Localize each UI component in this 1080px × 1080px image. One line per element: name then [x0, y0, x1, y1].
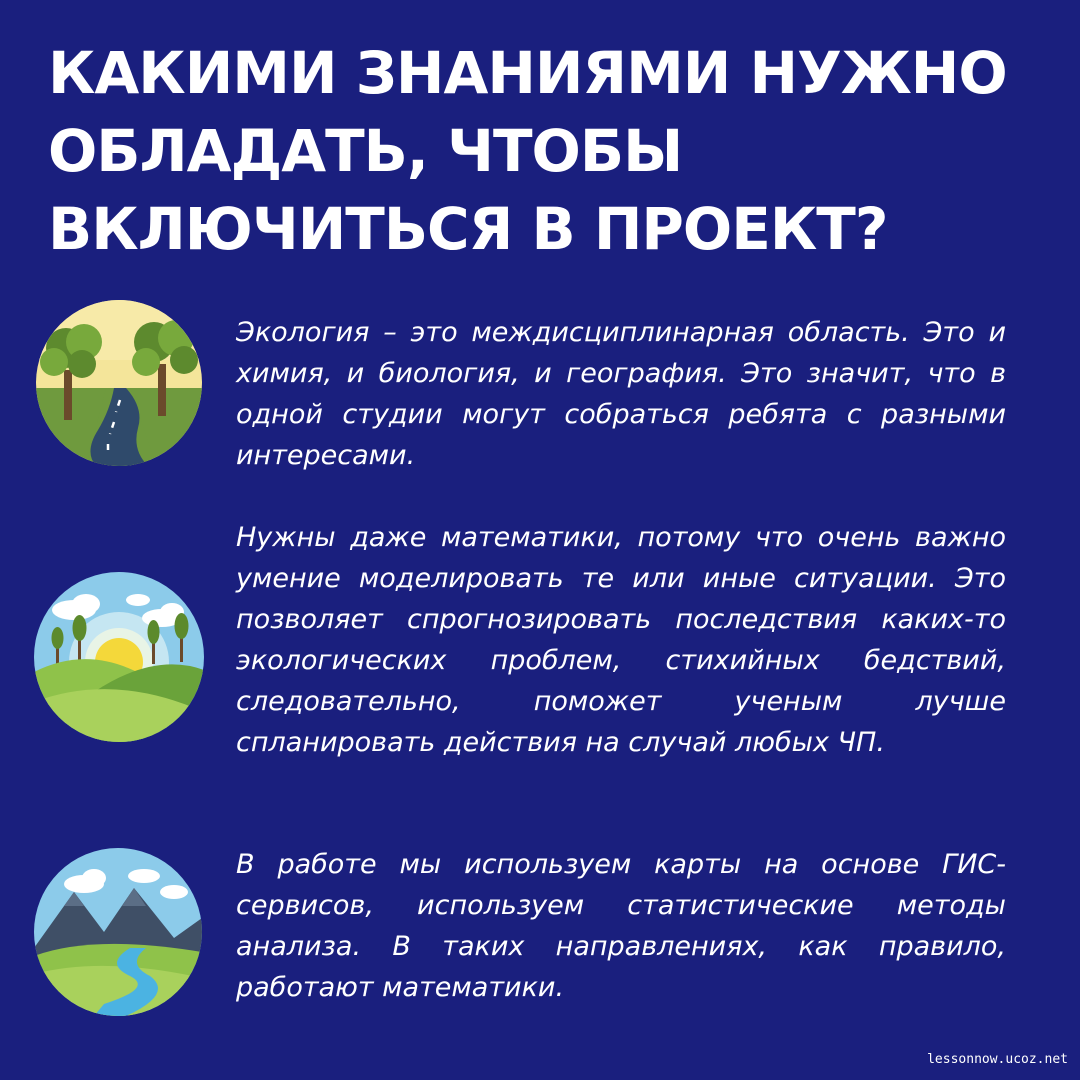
trees-road-icon	[36, 300, 202, 466]
mountains-river-icon	[34, 848, 202, 1016]
title-line: КАКИМИ ЗНАНИЯМИ НУЖНО	[48, 39, 1007, 107]
section-text: В работе мы используем карты на основе ГИС-сервисов, используем статистические методы анализа. В таких направлениях, как правило, работают математики.	[236, 849, 1006, 1003]
title-line: ОБЛАДАТЬ, ЧТОБЫ	[48, 117, 683, 185]
section-text: Нужны даже математики, потому что очень важно умение моделировать те или иные ситуации. Это позволяет спрогнозировать последствия каких-то экологических проблем, стихийных бедствий, следовательно, поможет ученым лучше спланировать действия на случай любых ЧП.	[236, 522, 1006, 758]
page-title	[48, 34, 1048, 268]
section-text: Экология – это междисциплинарная область. Это и химия, и биология, и география. Это значит, что в одной студии могут собраться ребята с разными интересами.	[236, 317, 1006, 471]
sunrise-hills-icon	[34, 572, 204, 742]
watermark: lessonnow.ucoz.net	[927, 1052, 1068, 1067]
title-line: ВКЛЮЧИТЬСЯ В ПРОЕКТ?	[48, 195, 888, 263]
